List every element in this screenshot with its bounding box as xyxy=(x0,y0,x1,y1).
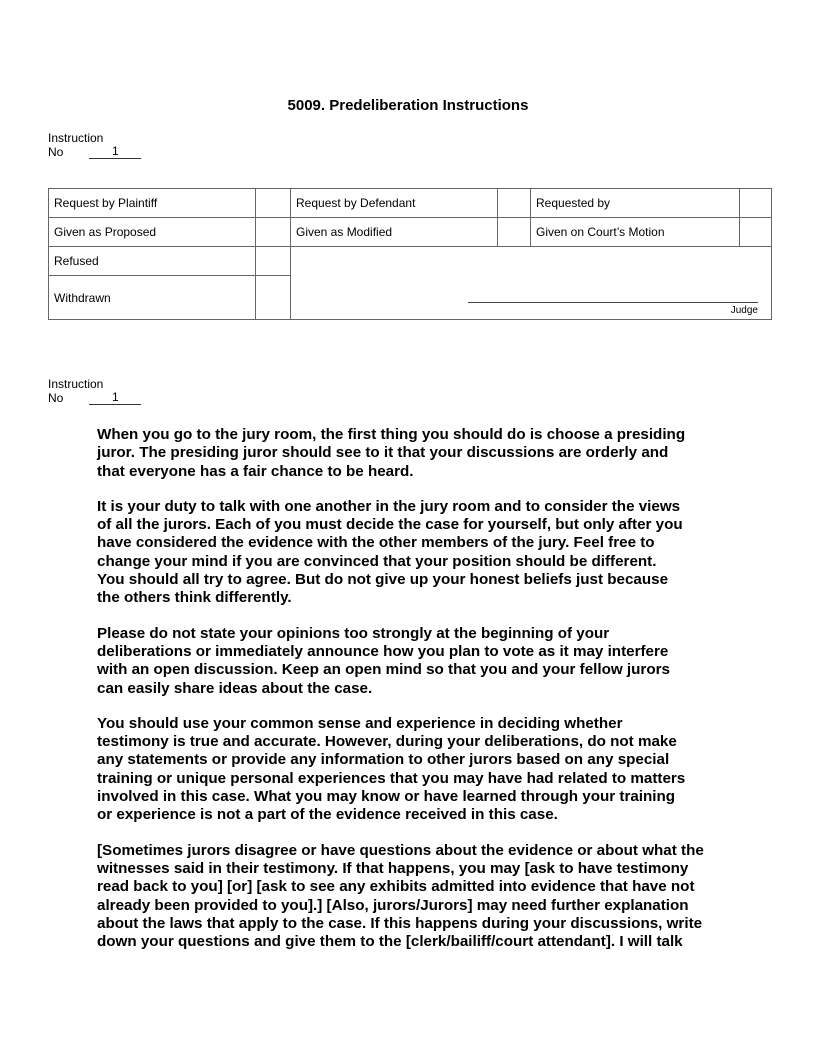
paragraph-line: have considered the evidence with the other members of the jury. Feel free to xyxy=(97,534,655,552)
paragraph-line: already been provided to you].] [Also, jurors/Jurors] may need further explanation xyxy=(97,896,689,914)
paragraph-line: read back to you] [or] [ask to see any exhibits admitted into evidence that have not xyxy=(97,878,695,896)
instruction-paragraph xyxy=(97,498,737,608)
instruction-number-field[interactable]: 1 xyxy=(89,391,141,405)
paragraph-line: You should use your common sense and experience in deciding whether xyxy=(97,714,623,732)
judge-signature-line[interactable] xyxy=(468,302,758,303)
paragraph-line: any statements or provide any information to other jurors based on any special xyxy=(97,751,670,769)
request-by-plaintiff-label: Request by Plaintiff xyxy=(49,189,256,218)
no-label: No xyxy=(48,391,64,405)
instruction-label: Instruction xyxy=(48,377,104,391)
page-title: 5009. Predeliberation Instructions xyxy=(287,97,529,114)
paragraph-line: testimony is true and accurate. However, during your deliberations, do not make xyxy=(97,733,677,751)
request-by-plaintiff-checkbox[interactable] xyxy=(256,189,291,218)
instruction-number-bottom xyxy=(48,377,141,405)
paragraph-line: training or unique personal experiences that you may have had related to matters xyxy=(97,769,686,787)
judge-signature-area xyxy=(291,247,772,320)
withdrawn-label: Withdrawn xyxy=(49,276,256,320)
instruction-number-top xyxy=(48,131,141,159)
given-as-proposed-label: Given as Proposed xyxy=(49,218,256,247)
paragraph-line: that everyone has a fair chance to be heard. xyxy=(97,462,414,480)
paragraph-line: It is your duty to talk with one another in the jury room and to consider the views xyxy=(97,497,681,515)
instruction-paragraph xyxy=(97,715,737,825)
paragraph-line: deliberations or immediately announce how you plan to vote as it may interfere xyxy=(97,642,669,660)
given-as-proposed-checkbox[interactable] xyxy=(256,218,291,247)
paragraph-line: involved in this case. What you may know or have learned through your training xyxy=(97,788,676,806)
judge-label: Judge xyxy=(730,305,758,316)
paragraph-line: change your mind if you are convinced that your position should be different. xyxy=(97,552,657,570)
withdrawn-checkbox[interactable] xyxy=(256,276,291,320)
instruction-disposition-table xyxy=(48,188,772,320)
requested-by-checkbox[interactable] xyxy=(740,189,772,218)
request-by-defendant-label: Request by Defendant xyxy=(291,189,498,218)
given-as-modified-checkbox[interactable] xyxy=(498,218,531,247)
paragraph-line: of all the jurors. Each of you must decide the case for yourself, but only after you xyxy=(97,516,683,534)
no-label: No xyxy=(48,145,64,159)
paragraph-line: Please do not state your opinions too strongly at the beginning of your xyxy=(97,624,610,642)
instruction-number-field[interactable]: 1 xyxy=(89,145,141,159)
paragraph-line: You should all try to agree. But do not give up your honest beliefs just because xyxy=(97,571,669,589)
paragraph-line: can easily share ideas about the case. xyxy=(97,679,373,697)
given-as-modified-label: Given as Modified xyxy=(291,218,498,247)
paragraph-line: with an open discussion. Keep an open mind so that you and your fellow jurors xyxy=(97,661,670,679)
refused-checkbox[interactable] xyxy=(256,247,291,276)
paragraph-line: or experience is not a part of the evidence received in this case. xyxy=(97,806,558,824)
instruction-paragraph xyxy=(97,426,737,481)
request-by-defendant-checkbox[interactable] xyxy=(498,189,531,218)
paragraph-line: When you go to the jury room, the first thing you should do is choose a presiding xyxy=(97,426,686,443)
paragraph-line: witnesses said in their testimony. If that happens, you may [ask to have testimony xyxy=(97,859,689,877)
instruction-paragraph xyxy=(97,842,737,952)
paragraph-line: [Sometimes jurors disagree or have questions about the evidence or about what the xyxy=(97,841,704,859)
requested-by-label: Requested by xyxy=(531,189,740,218)
paragraph-line: juror. The presiding juror should see to it that your discussions are orderly and xyxy=(97,444,669,462)
paragraph-line: the others think differently. xyxy=(97,589,292,607)
paragraph-line: about the laws that apply to the case. If this happens during your discussions, write xyxy=(97,914,703,932)
refused-label: Refused xyxy=(49,247,256,276)
instruction-body xyxy=(97,426,737,968)
instruction-label: Instruction xyxy=(48,131,104,145)
given-on-courts-motion-checkbox[interactable] xyxy=(740,218,772,247)
instruction-paragraph xyxy=(97,625,737,698)
paragraph-line: down your questions and give them to the [clerk/bailiff/court attendant]. I will talk xyxy=(97,933,683,951)
given-on-courts-motion-label: Given on Court’s Motion xyxy=(531,218,740,247)
